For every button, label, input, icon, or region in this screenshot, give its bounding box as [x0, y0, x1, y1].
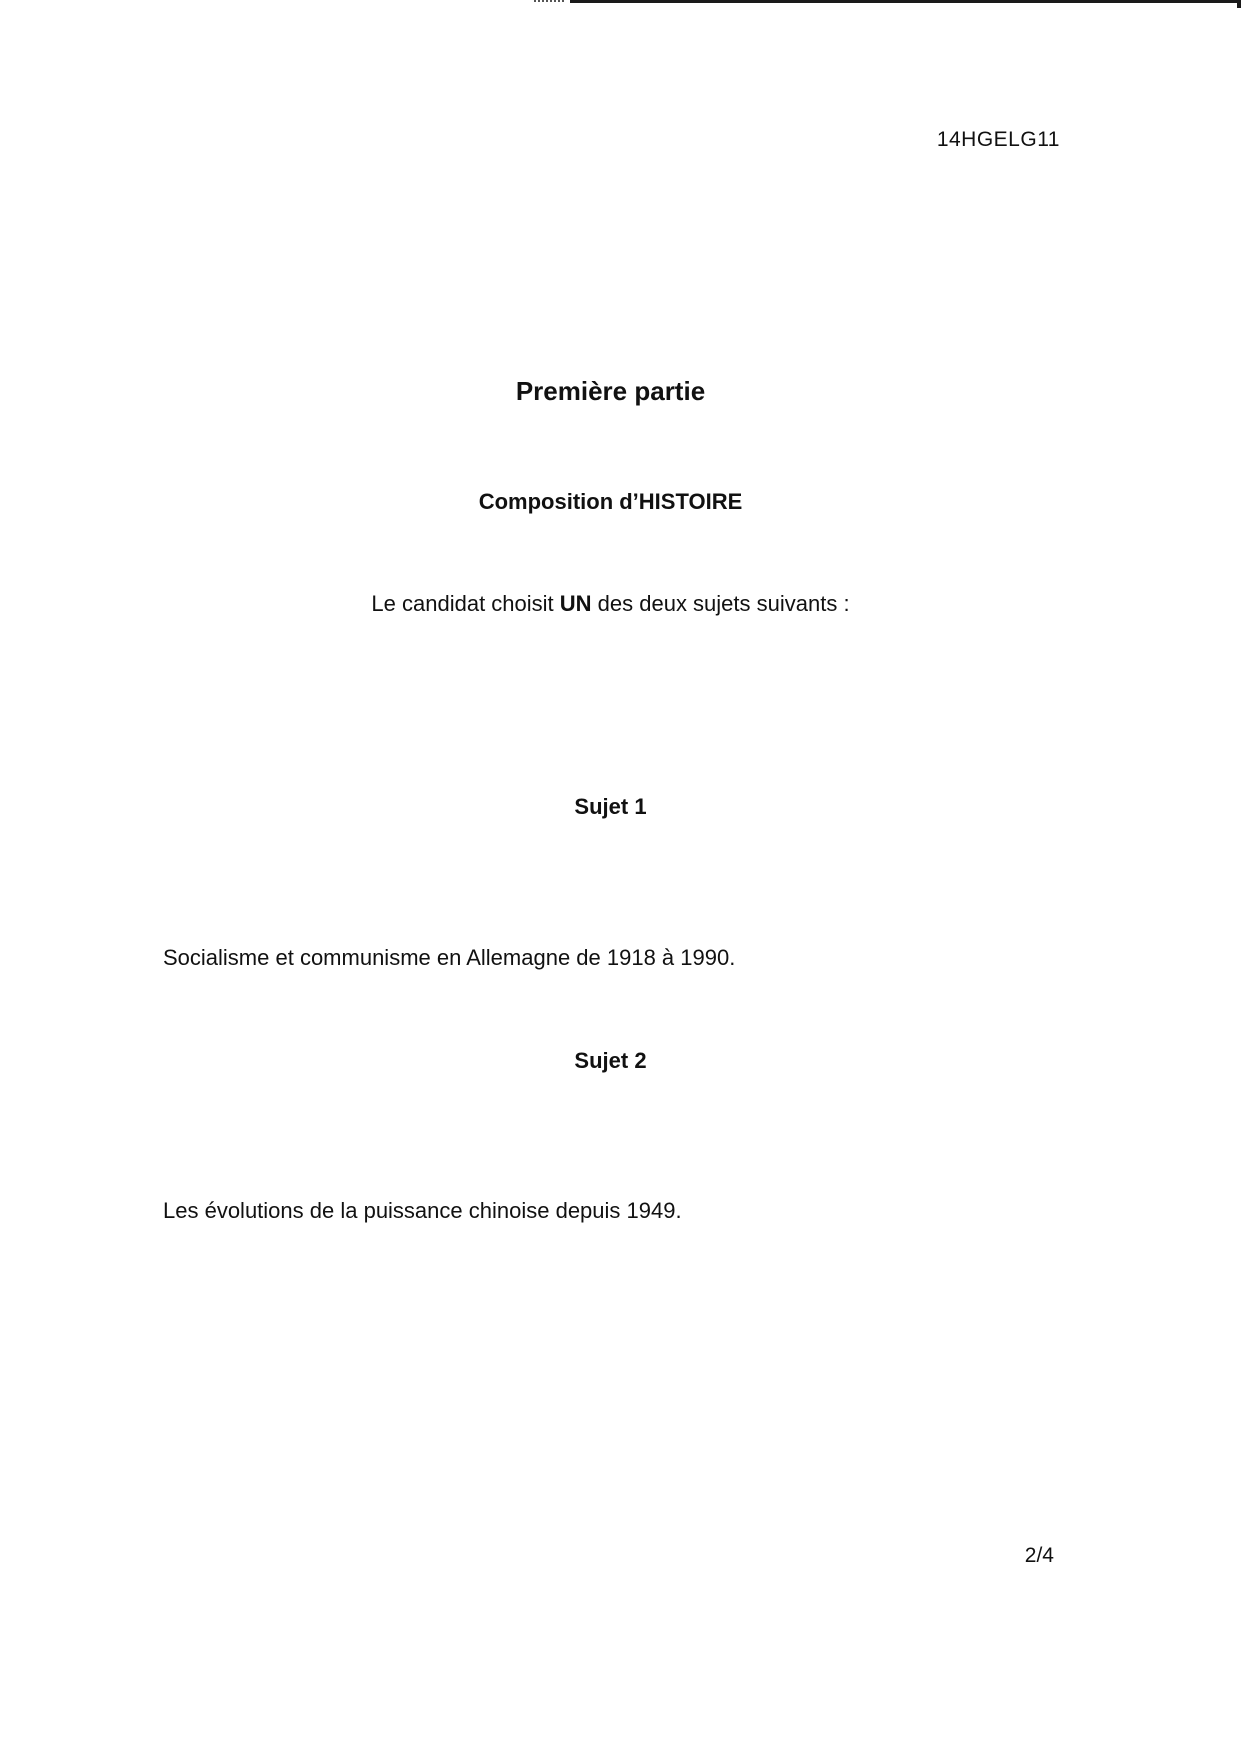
page-number: 2/4 — [1024, 1544, 1054, 1567]
composition-title: Composition d’HISTOIRE — [478, 489, 743, 514]
subject-2-label: Sujet 2 — [574, 1048, 647, 1073]
document-code: 14HGELG11 — [936, 128, 1060, 151]
instruction-after: des deux sujets suivants : — [591, 591, 850, 616]
subject-1-label: Sujet 1 — [574, 794, 647, 819]
instruction-emphasis: UN — [559, 591, 592, 616]
scan-artifact-specks — [534, 0, 564, 4]
instruction-before: Le candidat choisit — [371, 591, 560, 616]
part-title: Première partie — [515, 376, 706, 406]
scan-artifact-corner — [1237, 0, 1241, 8]
subject-1-text: Socialisme et communisme en Allemagne de 1918 à 1990. — [163, 945, 736, 970]
instruction-text — [0, 591, 1221, 617]
subject-2-text: Les évolutions de la puissance chinoise depuis 1949. — [163, 1198, 682, 1223]
scan-artifact-top-edge — [570, 0, 1241, 3]
